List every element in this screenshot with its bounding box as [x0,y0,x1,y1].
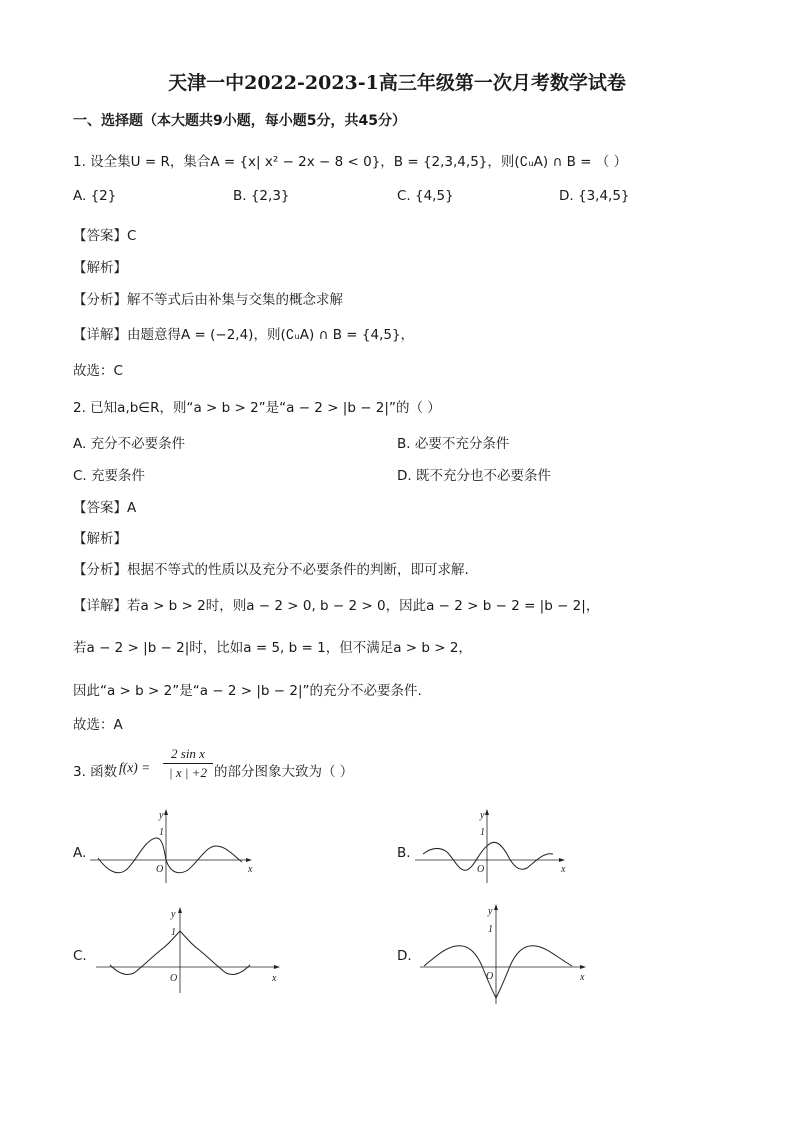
y-label: y [480,810,485,821]
x-label: x [580,972,585,983]
q2-choice: 故选：A [73,717,123,733]
origin-label: O [486,971,494,982]
tick-one: 1 [171,927,176,938]
q2-analysis-head: 【解析】 [73,531,127,547]
q1-option-c: C. {4,5} [397,188,454,204]
y-label: y [159,810,164,821]
q1-option-d: D. {3,4,5} [559,188,630,204]
q3-graph-d [420,900,595,1005]
q3-func: f(x) = [119,760,151,775]
q3-stem-post: 的部分图象大致为（ ） [214,764,354,780]
origin-label: O [156,864,164,875]
x-label: x [248,864,253,875]
q1-answer: 【答案】C [73,228,137,244]
section-heading: 一、选择题（本大题共9小题，每小题5分，共45分） [73,113,406,129]
x-axis-arrow [246,858,252,862]
q2-detail-1: 【详解】若a > b > 2时，则a − 2 > 0, b − 2 > 0，因此a − 2 > b − 2 = |b − 2|， [73,598,600,614]
curve-b [423,842,553,870]
q1-detail: 【详解】由题意得A = (−2,4)，则(∁ᵤA) ∩ B = {4,5}， [73,327,415,343]
q3-stem-pre: 3. 函数 [73,764,118,780]
q3-graph-c [96,905,286,995]
q3-option-d-label: D. [397,948,412,964]
q2-option-d: D. 既不充分也不必要条件 [397,468,551,484]
q3-graph-b [415,808,585,883]
q1-analysis-head: 【解析】 [73,260,127,276]
q2-option-a: A. 充分不必要条件 [73,436,186,452]
origin-label: O [477,864,485,875]
q1-choice: 故选：C [73,363,123,379]
x-axis-arrow [559,858,565,862]
q3-option-b-label: B. [397,845,411,861]
tick-one: 1 [159,827,164,838]
page-title: 天津一中2022-2023-1高三年级第一次月考数学试卷 [168,72,626,94]
q3-fraction [163,746,213,781]
q2-analysis: 【分析】根据不等式的性质以及充分不必要条件的判断，即可求解. [73,562,469,578]
x-axis-arrow [580,965,586,969]
question-1-stem: 1. 设全集U = R，集合A = {x| x² − 2x − 8 < 0}，B = {2,3,4,5}，则(∁ᵤA) ∩ B = （ ） [73,154,628,170]
q2-answer: 【答案】A [73,500,137,516]
y-label: y [171,909,176,920]
tick-one: 1 [480,827,485,838]
q2-detail-3: 因此“a > b > 2”是“a − 2 > |b − 2|”的充分不必要条件. [73,683,422,699]
y-label: y [488,906,493,917]
q3-option-a-label: A. [73,845,87,861]
x-label: x [561,864,566,875]
q2-option-c: C. 充要条件 [73,468,146,484]
q3-denominator: | x | +2 [169,765,207,780]
y-axis-arrow [494,904,498,910]
curve-d [424,946,572,998]
origin-label: O [170,973,178,984]
x-label: x [272,973,277,984]
y-axis-arrow [178,907,182,913]
question-2-stem: 2. 已知a,b∈R，则“a > b > 2”是“a − 2 > |b − 2|”的（ ） [73,400,441,416]
q1-option-b: B. {2,3} [233,188,290,204]
q2-option-b: B. 必要不充分条件 [397,436,510,452]
q3-numerator: 2 sin x [163,746,213,764]
y-axis-arrow [164,809,168,815]
q1-analysis: 【分析】解不等式后由补集与交集的概念求解 [73,292,343,308]
curve-a [98,838,242,873]
x-axis-arrow [274,965,280,969]
q3-graph-a [90,808,260,883]
q2-detail-2: 若a − 2 > |b − 2|时，比如a = 5, b = 1，但不满足a > b > 2， [73,640,472,656]
tick-one: 1 [488,924,493,935]
y-axis-arrow [485,809,489,815]
q1-option-a: A. {2} [73,188,117,204]
q3-option-c-label: C. [73,948,87,964]
